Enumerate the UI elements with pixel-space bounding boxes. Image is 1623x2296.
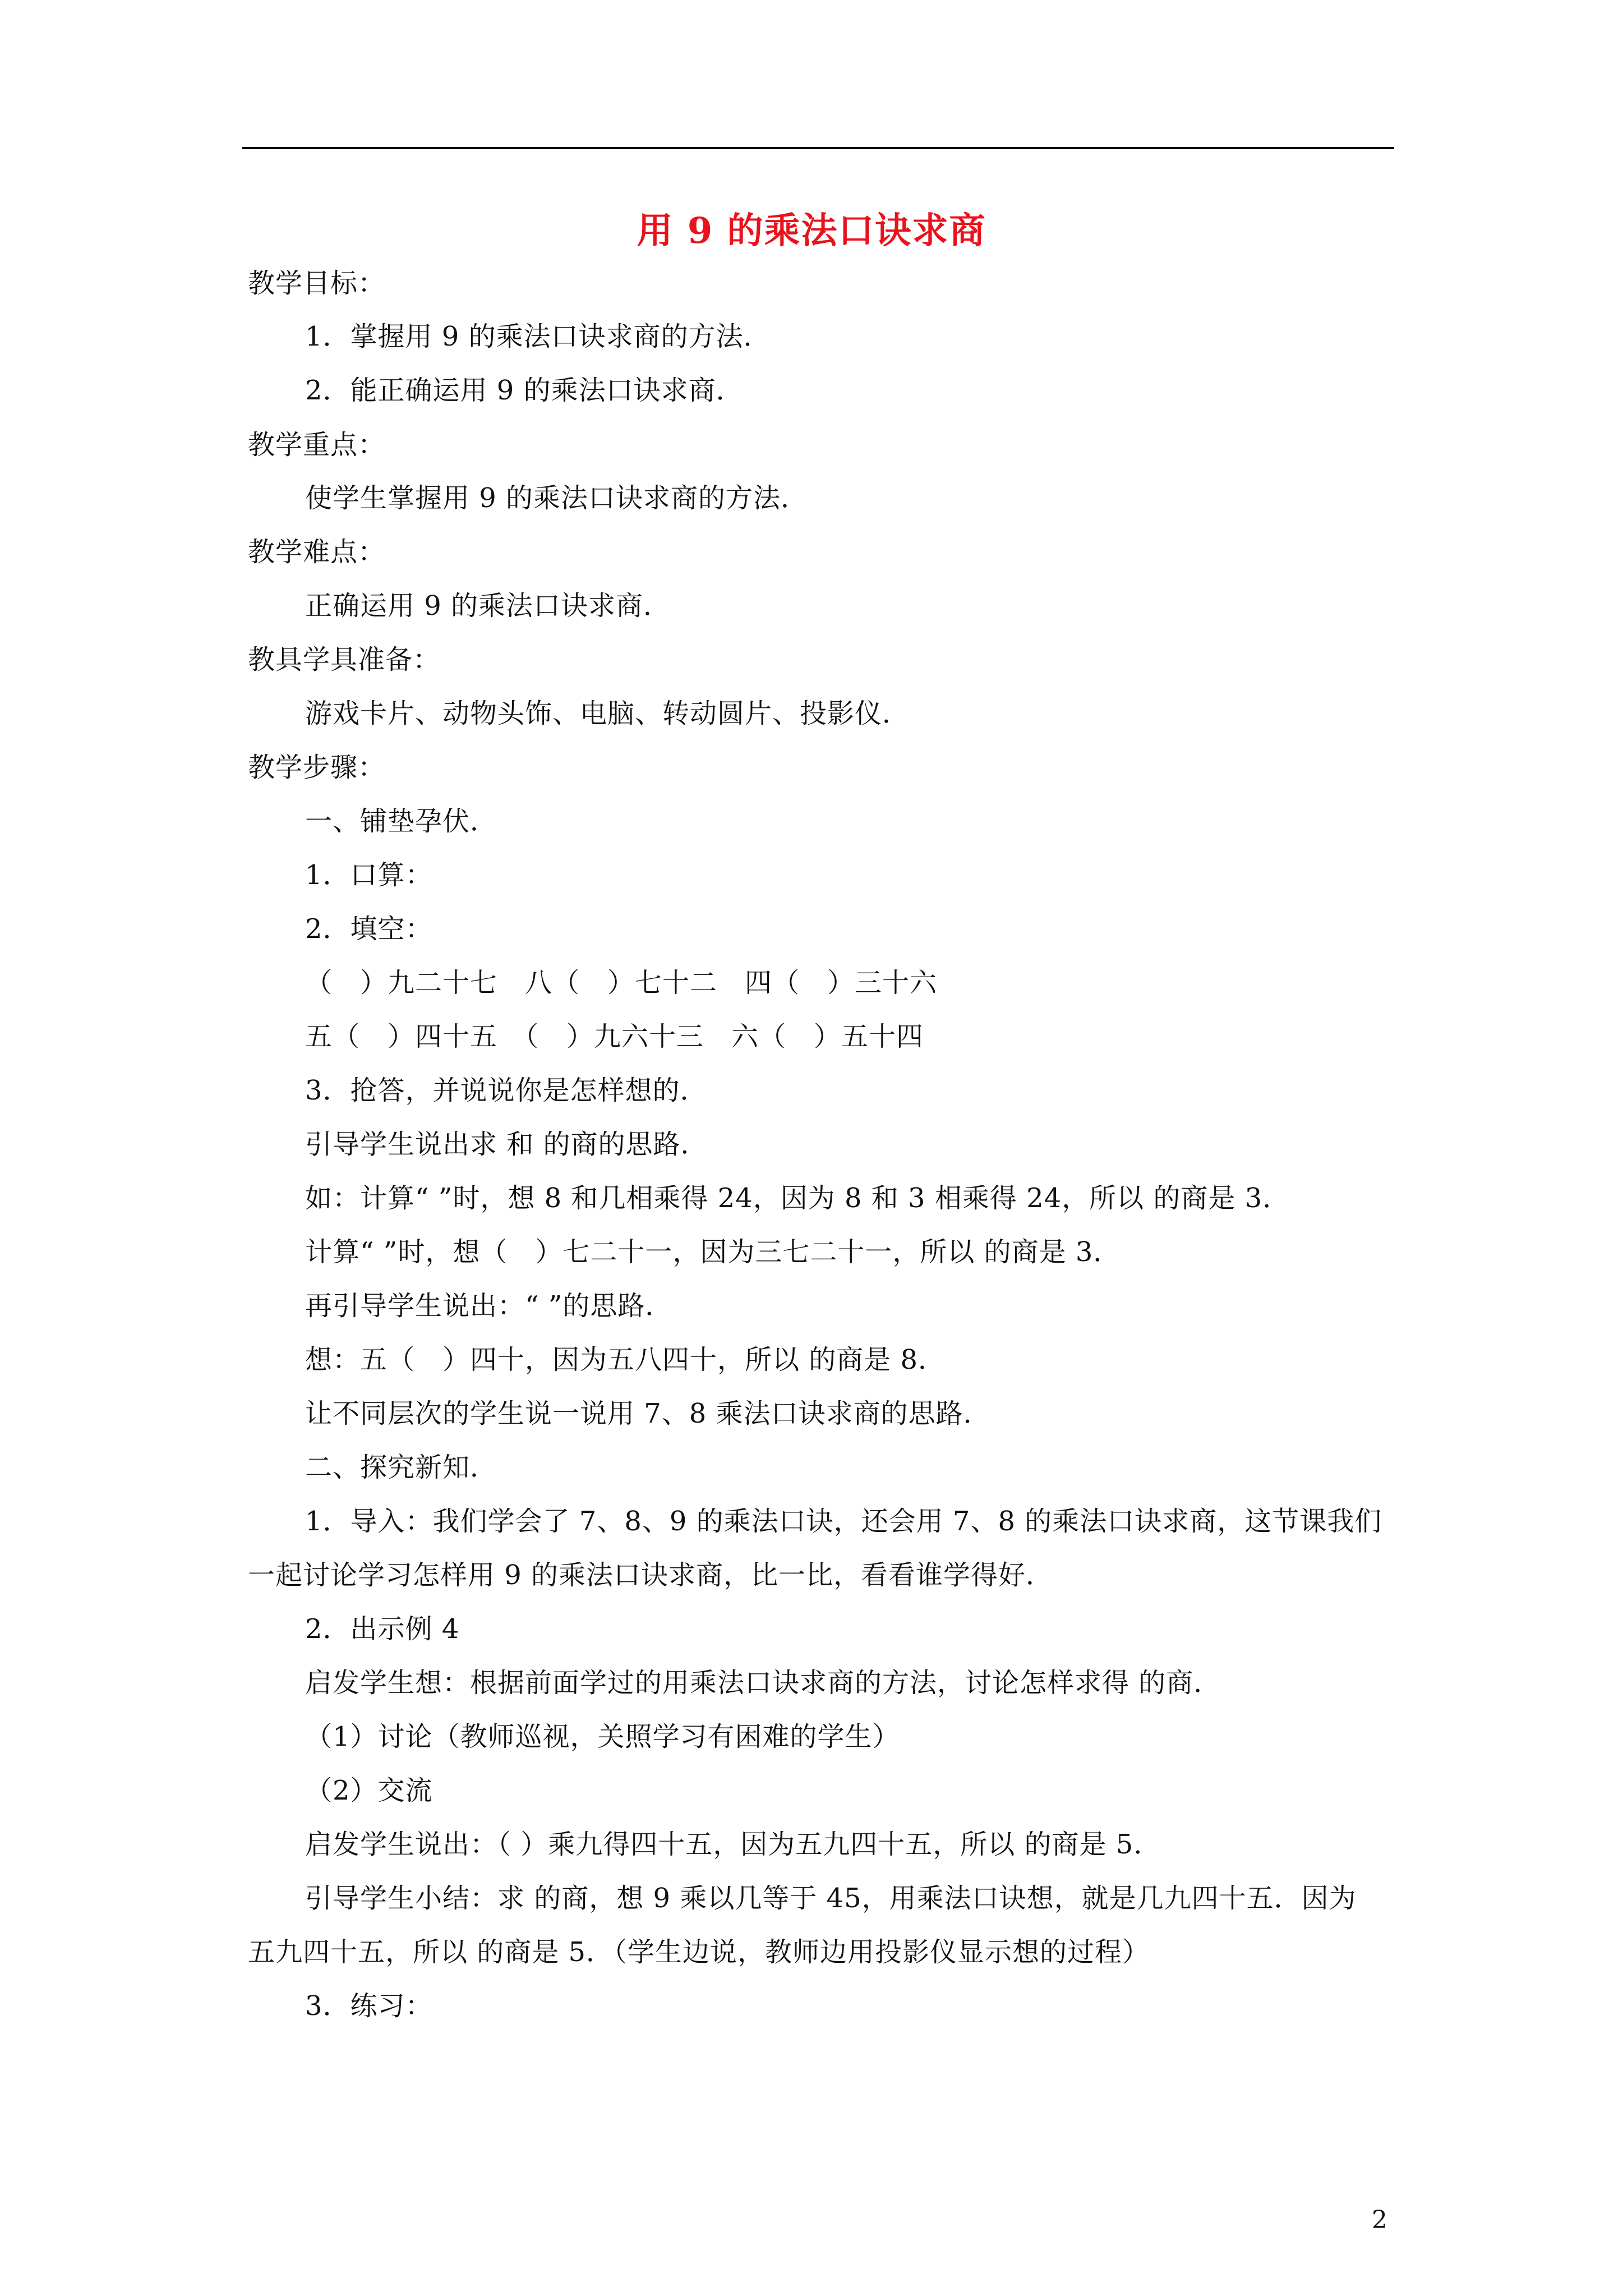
- text-line: 正确运用 9 的乘法口诀求商．: [305, 590, 671, 622]
- text-line: 3．练习：: [305, 1990, 433, 2022]
- text-line: （ ）九二十七 八（ ）七十二 四（ ）三十六: [305, 967, 938, 999]
- text-line: 3．抢答，并说说你是怎样想的．: [305, 1075, 708, 1106]
- text-line: 启发学生想：根据前面学过的用乘法口诀求商的方法，讨论怎样求得 的商．: [305, 1667, 1221, 1699]
- text-line: 再引导学生说出：“ ”的思路．: [305, 1290, 673, 1322]
- text-line: 引导学生小结：求 的商，想 9 乘以几等于 45，用乘法口诀想，就是几九四十五．因为: [305, 1883, 1357, 1914]
- text-line: 2．出示例 4: [305, 1613, 460, 1645]
- text-line: 2．填空：: [305, 913, 433, 945]
- text-line: 五（ ）四十五 （ ）九六十三 六（ ）五十四: [305, 1021, 924, 1052]
- text-line: 2．能正确运用 9 的乘法口诀求商．: [305, 375, 744, 406]
- text-line: 启发学生说出：（ ）乘九得四十五，因为五九四十五，所以 的商是 5．: [305, 1829, 1161, 1860]
- text-line: 二、探究新知．: [305, 1452, 498, 1483]
- section-heading-objectives: 教学目标：: [248, 268, 386, 299]
- page-number: 2: [1372, 2206, 1387, 2234]
- text-line: 想：五（ ）四十，因为五八四十，所以 的商是 8．: [305, 1344, 946, 1375]
- text-line: 五九四十五，所以 的商是 5．（学生边说，教师边用投影仪显示想的过程）: [248, 1936, 1150, 1968]
- section-heading-key-points: 教学重点：: [248, 429, 386, 461]
- text-line: 一起讨论学习怎样用 9 的乘法口诀求商，比一比，看看谁学得好．: [248, 1559, 1054, 1591]
- text-line: （1）讨论（教师巡视，关照学习有困难的学生）: [305, 1721, 900, 1752]
- text-line: （2）交流: [305, 1775, 433, 1806]
- text-line: 1．导入：我们学会了 7、8、9 的乘法口诀，还会用 7、8 的乘法口诀求商，这节课我们: [305, 1506, 1382, 1537]
- text-line: 1．掌握用 9 的乘法口诀求商的方法．: [305, 321, 771, 352]
- text-line: 1．口算：: [305, 859, 433, 891]
- section-heading-difficulties: 教学难点：: [248, 536, 386, 568]
- text-line: 引导学生说出求 和 的商的思路．: [305, 1129, 708, 1160]
- page-title: 用 9 的乘法口诀求商: [637, 210, 986, 252]
- text-line: 计算“ ”时，想（ ）七二十一，因为三七二十一，所以 的商是 3．: [305, 1236, 1121, 1268]
- section-heading-steps: 教学步骤：: [248, 752, 386, 783]
- text-line: 如：计算“ ”时，想 8 和几相乘得 24，因为 8 和 3 相乘得 24，所以 的商是 3．: [305, 1182, 1290, 1214]
- text-line: 游戏卡片、动物头饰、电脑、转动圆片、投影仪．: [305, 698, 910, 729]
- text-line: 使学生掌握用 9 的乘法口诀求商的方法．: [305, 482, 809, 514]
- text-line: 让不同层次的学生说一说用 7、8 乘法口诀求商的思路．: [305, 1398, 991, 1429]
- header-rule: [242, 147, 1394, 149]
- section-heading-materials: 教具学具准备：: [248, 644, 441, 675]
- text-line: 一、铺垫孕伏．: [305, 806, 498, 837]
